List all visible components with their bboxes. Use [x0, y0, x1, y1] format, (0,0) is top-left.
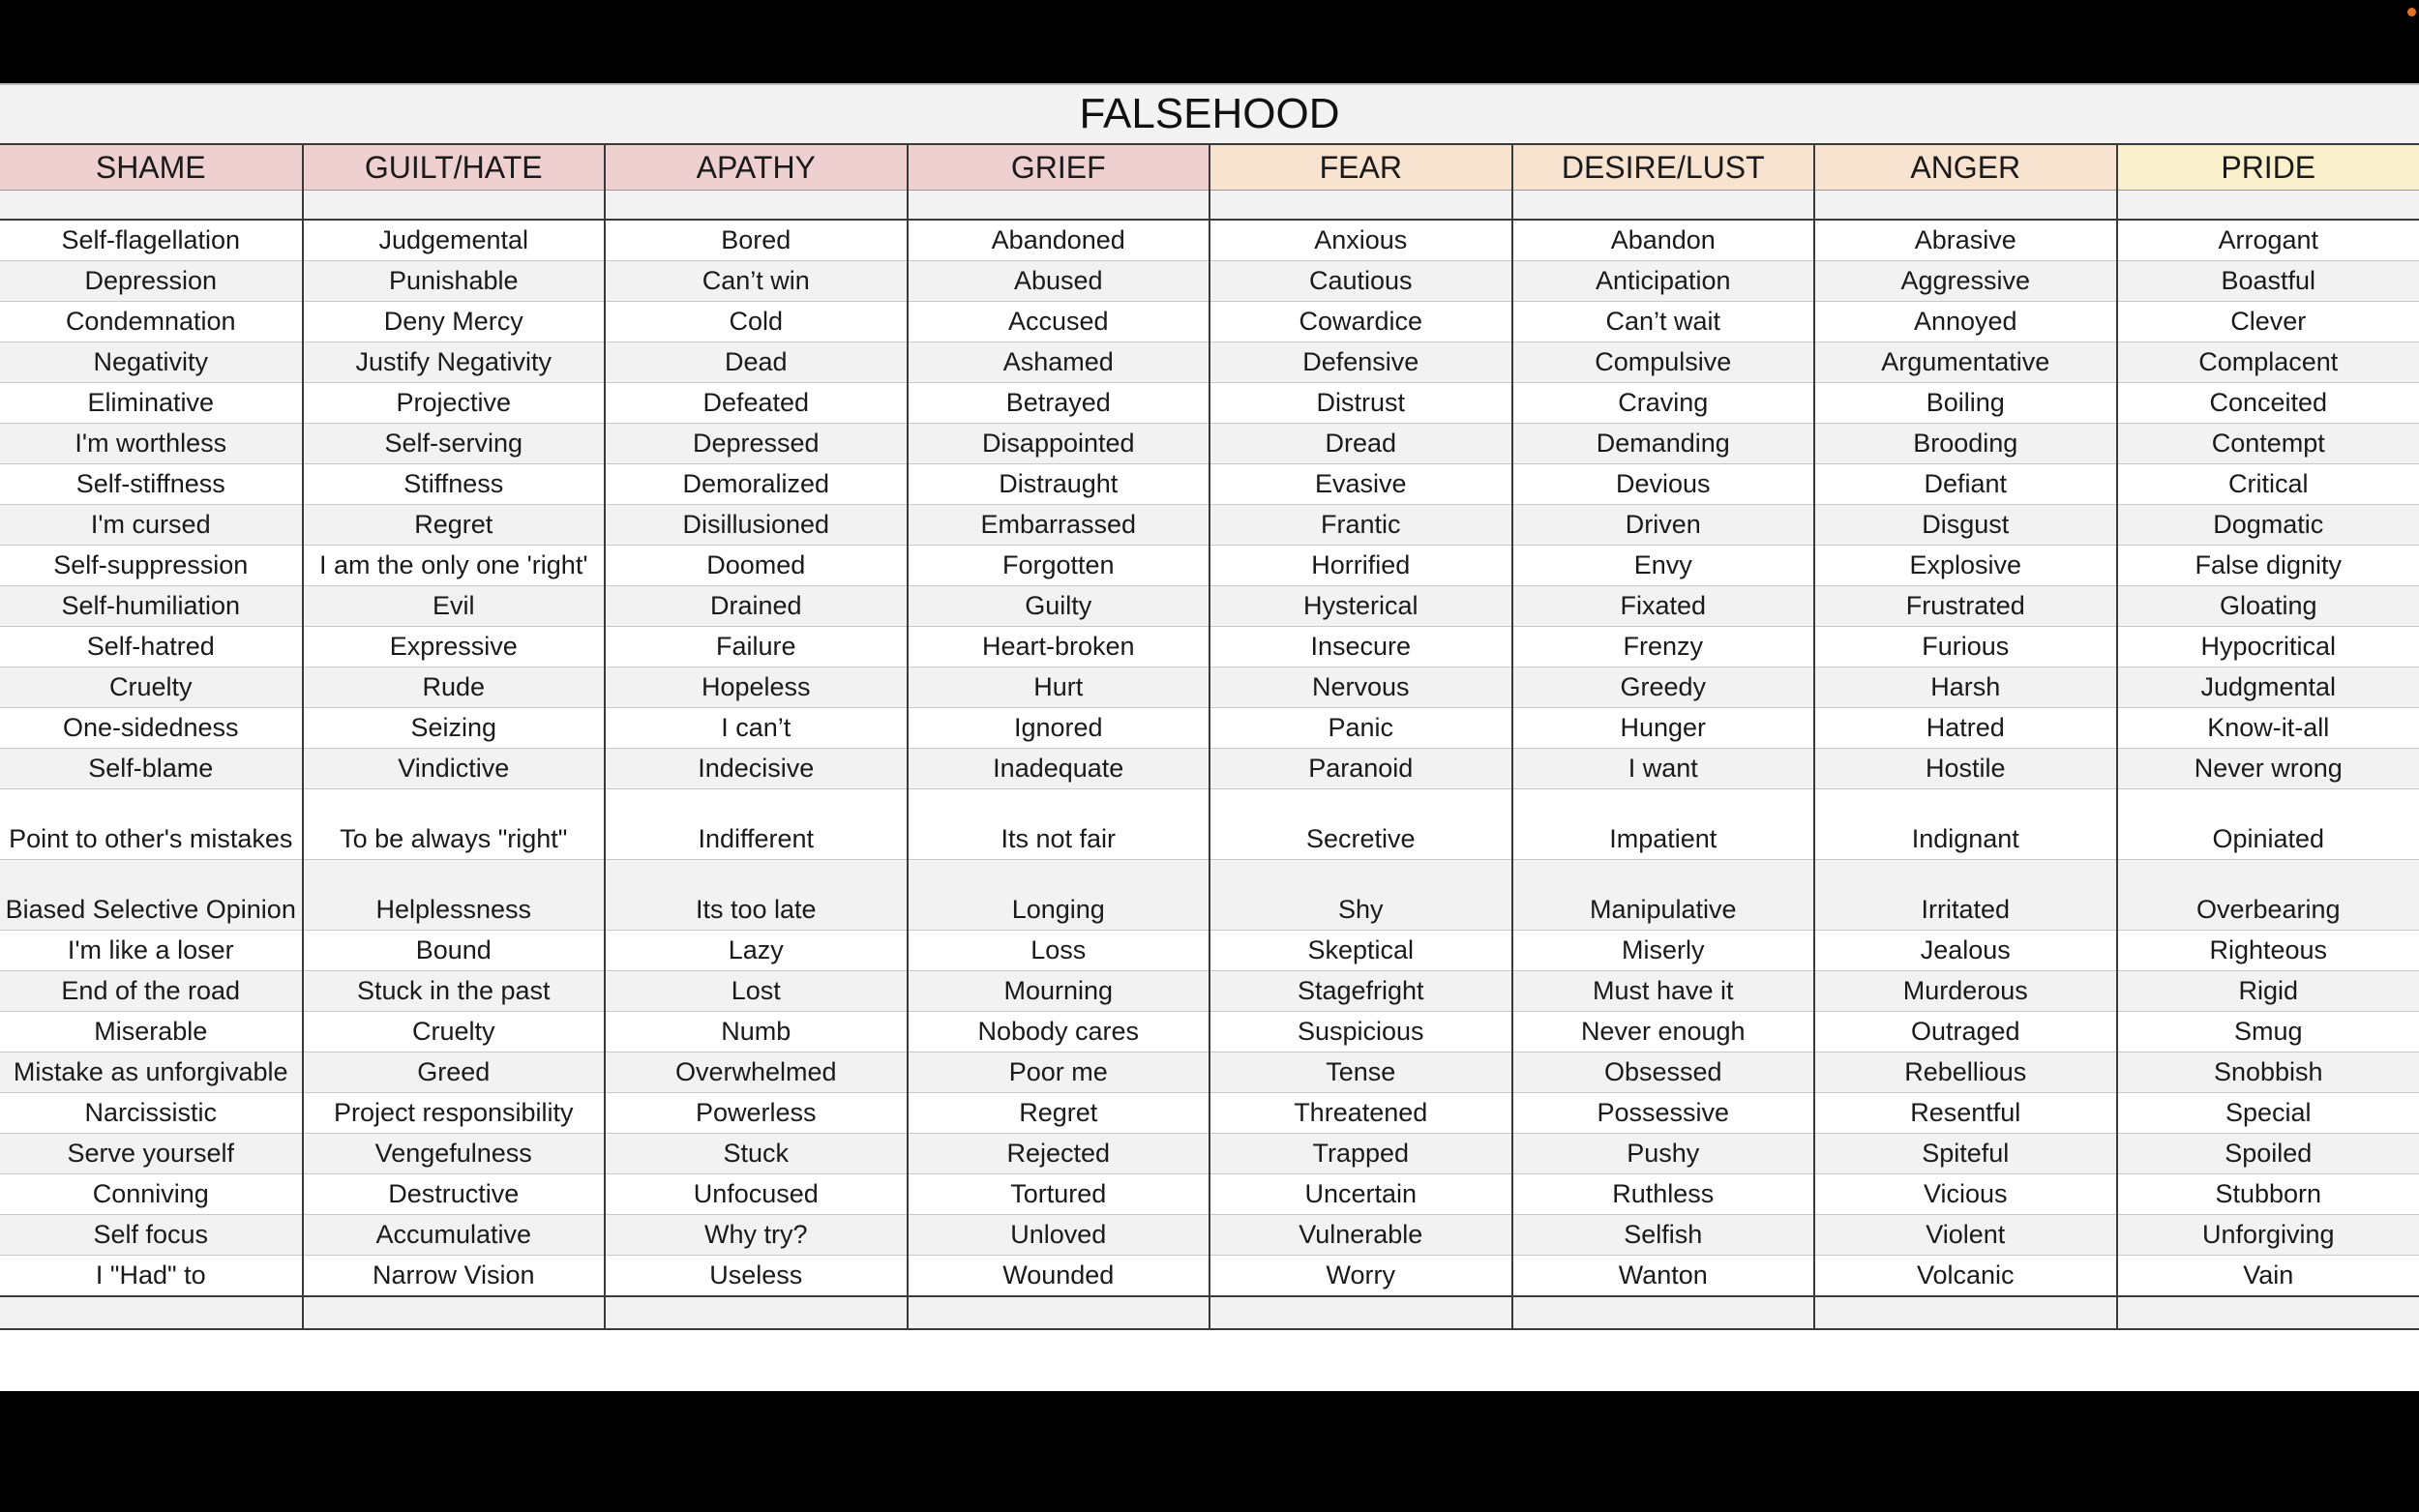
- table-cell[interactable]: Furious: [1814, 627, 2117, 667]
- table-cell[interactable]: Wounded: [908, 1256, 1210, 1297]
- table-cell[interactable]: Indifferent: [605, 789, 908, 860]
- table-cell[interactable]: Projective: [303, 383, 606, 424]
- table-cell[interactable]: Eliminative: [0, 383, 303, 424]
- table-row: [0, 1215, 2419, 1256]
- emotions-table: [0, 145, 2419, 1330]
- table-cell[interactable]: Evasive: [1210, 464, 1512, 505]
- table-cell[interactable]: Self-stiffness: [0, 464, 303, 505]
- table-row: [0, 789, 2419, 860]
- table-cell[interactable]: Shy: [1210, 860, 1512, 931]
- column-header-pride[interactable]: PRIDE: [2117, 145, 2419, 191]
- table-cell[interactable]: Brooding: [1814, 424, 2117, 464]
- table-cell[interactable]: Unfocused: [605, 1174, 908, 1215]
- table-cell[interactable]: Bored: [605, 220, 908, 261]
- table-cell[interactable]: Rejected: [908, 1134, 1210, 1174]
- empty-cell[interactable]: [605, 191, 908, 221]
- table-cell[interactable]: I can’t: [605, 708, 908, 749]
- table-cell[interactable]: Abrasive: [1814, 220, 2117, 261]
- table-cell[interactable]: Nervous: [1210, 667, 1512, 708]
- table-cell[interactable]: Know-it-all: [2117, 708, 2419, 749]
- table-row: [0, 342, 2419, 383]
- table-row: [0, 1052, 2419, 1093]
- table-row: [0, 749, 2419, 789]
- table-cell[interactable]: Hopeless: [605, 667, 908, 708]
- table-cell[interactable]: Frustrated: [1814, 586, 2117, 627]
- table-cell[interactable]: Frenzy: [1512, 627, 1815, 667]
- table-cell[interactable]: Doomed: [605, 546, 908, 586]
- table-cell[interactable]: Self-hatred: [0, 627, 303, 667]
- table-cell[interactable]: Insecure: [1210, 627, 1512, 667]
- table-row: [0, 1012, 2419, 1052]
- table-cell[interactable]: Longing: [908, 860, 1210, 931]
- table-cell[interactable]: Depression: [0, 261, 303, 302]
- empty-cell[interactable]: [908, 1296, 1210, 1329]
- table-cell[interactable]: Defiant: [1814, 464, 2117, 505]
- table-cell[interactable]: Horrified: [1210, 546, 1512, 586]
- table-cell[interactable]: Loss: [908, 931, 1210, 971]
- bottom-black-bar: [0, 1391, 2419, 1512]
- table-cell[interactable]: Abandoned: [908, 220, 1210, 261]
- table-row: [0, 1134, 2419, 1174]
- table-cell[interactable]: Vulnerable: [1210, 1215, 1512, 1256]
- table-cell[interactable]: Anticipation: [1512, 261, 1815, 302]
- table-cell[interactable]: Disappointed: [908, 424, 1210, 464]
- table-cell[interactable]: Can’t win: [605, 261, 908, 302]
- table-row: [0, 971, 2419, 1012]
- table-cell[interactable]: Craving: [1512, 383, 1815, 424]
- table-cell[interactable]: Ignored: [908, 708, 1210, 749]
- table-cell[interactable]: Accumulative: [303, 1215, 606, 1256]
- table-cell[interactable]: Judgmental: [2117, 667, 2419, 708]
- table-cell[interactable]: I'm like a loser: [0, 931, 303, 971]
- table-cell[interactable]: Outraged: [1814, 1012, 2117, 1052]
- table-row: [0, 302, 2419, 342]
- table-cell[interactable]: Evil: [303, 586, 606, 627]
- empty-cell[interactable]: [1210, 191, 1512, 221]
- spreadsheet: [0, 83, 2419, 1391]
- table-cell[interactable]: Expressive: [303, 627, 606, 667]
- table-cell[interactable]: False dignity: [2117, 546, 2419, 586]
- table-cell[interactable]: One-sidedness: [0, 708, 303, 749]
- empty-cell[interactable]: [303, 1296, 606, 1329]
- table-cell[interactable]: Rebellious: [1814, 1052, 2117, 1093]
- table-cell[interactable]: Cautious: [1210, 261, 1512, 302]
- table-cell[interactable]: Hysterical: [1210, 586, 1512, 627]
- table-row: [0, 860, 2419, 931]
- spacer-row-top: [0, 191, 2419, 221]
- table-cell[interactable]: Self-suppression: [0, 546, 303, 586]
- table-row: [0, 627, 2419, 667]
- table-body: [0, 191, 2419, 1330]
- table-cell[interactable]: Demoralized: [605, 464, 908, 505]
- table-cell[interactable]: Gloating: [2117, 586, 2419, 627]
- table-cell[interactable]: Defeated: [605, 383, 908, 424]
- table-cell[interactable]: Destructive: [303, 1174, 606, 1215]
- table-row: [0, 505, 2419, 546]
- table-cell[interactable]: Greedy: [1512, 667, 1815, 708]
- table-cell[interactable]: Self-flagellation: [0, 220, 303, 261]
- table-cell[interactable]: Drained: [605, 586, 908, 627]
- column-header-guilt-hate[interactable]: GUILT/HATE: [303, 145, 606, 191]
- table-cell[interactable]: Spoiled: [2117, 1134, 2419, 1174]
- table-cell[interactable]: I am the only one 'right': [303, 546, 606, 586]
- table-cell[interactable]: Lazy: [605, 931, 908, 971]
- table-row: [0, 708, 2419, 749]
- empty-cell[interactable]: [1512, 191, 1815, 221]
- table-cell[interactable]: Driven: [1512, 505, 1815, 546]
- table-cell[interactable]: Vicious: [1814, 1174, 2117, 1215]
- table-row: [0, 1256, 2419, 1297]
- table-cell[interactable]: Self-blame: [0, 749, 303, 789]
- table-row: [0, 586, 2419, 627]
- table-cell[interactable]: Stuck in the past: [303, 971, 606, 1012]
- table-cell[interactable]: Heart-broken: [908, 627, 1210, 667]
- table-cell[interactable]: Dread: [1210, 424, 1512, 464]
- table-row: [0, 220, 2419, 261]
- table-cell[interactable]: Hatred: [1814, 708, 2117, 749]
- table-cell[interactable]: Distraught: [908, 464, 1210, 505]
- table-cell[interactable]: Opiniated: [2117, 789, 2419, 860]
- column-header-apathy[interactable]: APATHY: [605, 145, 908, 191]
- table-cell[interactable]: Distrust: [1210, 383, 1512, 424]
- table-cell[interactable]: Dead: [605, 342, 908, 383]
- column-header-anger[interactable]: ANGER: [1814, 145, 2117, 191]
- table-row: [0, 261, 2419, 302]
- table-cell[interactable]: Must have it: [1512, 971, 1815, 1012]
- table-row: [0, 546, 2419, 586]
- table-cell[interactable]: Righteous: [2117, 931, 2419, 971]
- table-cell[interactable]: Depressed: [605, 424, 908, 464]
- empty-cell[interactable]: [1814, 1296, 2117, 1329]
- table-cell[interactable]: Regret: [908, 1093, 1210, 1134]
- table-cell[interactable]: Negativity: [0, 342, 303, 383]
- table-cell[interactable]: End of the road: [0, 971, 303, 1012]
- table-cell[interactable]: Mistake as unforgivable: [0, 1052, 303, 1093]
- table-cell[interactable]: Hunger: [1512, 708, 1815, 749]
- table-cell[interactable]: Serve yourself: [0, 1134, 303, 1174]
- table-cell[interactable]: Vindictive: [303, 749, 606, 789]
- table-cell[interactable]: Anxious: [1210, 220, 1512, 261]
- table-cell[interactable]: Its not fair: [908, 789, 1210, 860]
- table-cell[interactable]: Self-serving: [303, 424, 606, 464]
- table-cell[interactable]: Secretive: [1210, 789, 1512, 860]
- table-row: [0, 424, 2419, 464]
- table-cell[interactable]: Mourning: [908, 971, 1210, 1012]
- table-cell[interactable]: Demanding: [1512, 424, 1815, 464]
- table-cell[interactable]: Abused: [908, 261, 1210, 302]
- table-cell[interactable]: Selfish: [1512, 1215, 1815, 1256]
- empty-cell[interactable]: [908, 191, 1210, 221]
- column-header-grief[interactable]: GRIEF: [908, 145, 1210, 191]
- table-cell[interactable]: To be always "right": [303, 789, 606, 860]
- table-cell[interactable]: Murderous: [1814, 971, 2117, 1012]
- table-cell[interactable]: Argumentative: [1814, 342, 2117, 383]
- table-row: [0, 667, 2419, 708]
- table-cell[interactable]: Irritated: [1814, 860, 2117, 931]
- table-cell[interactable]: Resentful: [1814, 1093, 2117, 1134]
- table-cell[interactable]: Hypocritical: [2117, 627, 2419, 667]
- table-cell[interactable]: Seizing: [303, 708, 606, 749]
- column-header-desire-lust[interactable]: DESIRE/LUST: [1512, 145, 1815, 191]
- table-cell[interactable]: I want: [1512, 749, 1815, 789]
- table-cell[interactable]: Vengefulness: [303, 1134, 606, 1174]
- table-cell[interactable]: Miserable: [0, 1012, 303, 1052]
- table-cell[interactable]: Cowardice: [1210, 302, 1512, 342]
- table-cell[interactable]: Rude: [303, 667, 606, 708]
- table-cell[interactable]: Envy: [1512, 546, 1815, 586]
- table-cell[interactable]: Special: [2117, 1093, 2419, 1134]
- table-cell[interactable]: Fixated: [1512, 586, 1815, 627]
- table-cell[interactable]: Devious: [1512, 464, 1815, 505]
- table-cell[interactable]: Ruthless: [1512, 1174, 1815, 1215]
- table-cell[interactable]: Ashamed: [908, 342, 1210, 383]
- table-cell[interactable]: Stagefright: [1210, 971, 1512, 1012]
- table-cell[interactable]: Worry: [1210, 1256, 1512, 1297]
- table-cell[interactable]: Self-humiliation: [0, 586, 303, 627]
- table-cell[interactable]: Suspicious: [1210, 1012, 1512, 1052]
- table-cell[interactable]: Unforgiving: [2117, 1215, 2419, 1256]
- table-cell[interactable]: Numb: [605, 1012, 908, 1052]
- table-row: [0, 931, 2419, 971]
- table-cell[interactable]: Dogmatic: [2117, 505, 2419, 546]
- table-cell[interactable]: Volcanic: [1814, 1256, 2117, 1297]
- table-cell[interactable]: Contempt: [2117, 424, 2419, 464]
- table-cell[interactable]: Hurt: [908, 667, 1210, 708]
- sheet-title: FALSEHOOD: [0, 85, 2419, 145]
- table-row: [0, 1093, 2419, 1134]
- table-cell[interactable]: Explosive: [1814, 546, 2117, 586]
- table-cell[interactable]: Greed: [303, 1052, 606, 1093]
- table-cell[interactable]: Miserly: [1512, 931, 1815, 971]
- table-cell[interactable]: Tense: [1210, 1052, 1512, 1093]
- column-header-fear[interactable]: FEAR: [1210, 145, 1512, 191]
- table-cell[interactable]: Powerless: [605, 1093, 908, 1134]
- empty-cell[interactable]: [605, 1296, 908, 1329]
- table-cell[interactable]: Boastful: [2117, 261, 2419, 302]
- table-cell[interactable]: Critical: [2117, 464, 2419, 505]
- table-cell[interactable]: Never wrong: [2117, 749, 2419, 789]
- table-cell[interactable]: Useless: [605, 1256, 908, 1297]
- table-cell[interactable]: Bound: [303, 931, 606, 971]
- table-cell[interactable]: Justify Negativity: [303, 342, 606, 383]
- table-cell[interactable]: Cold: [605, 302, 908, 342]
- table-cell[interactable]: Embarrassed: [908, 505, 1210, 546]
- table-cell[interactable]: Never enough: [1512, 1012, 1815, 1052]
- table-cell[interactable]: Defensive: [1210, 342, 1512, 383]
- table-cell[interactable]: Pushy: [1512, 1134, 1815, 1174]
- table-cell[interactable]: Possessive: [1512, 1093, 1815, 1134]
- table-cell[interactable]: Cruelty: [0, 667, 303, 708]
- table-cell[interactable]: Clever: [2117, 302, 2419, 342]
- table-cell[interactable]: Conniving: [0, 1174, 303, 1215]
- table-cell[interactable]: Smug: [2117, 1012, 2419, 1052]
- table-cell[interactable]: Disillusioned: [605, 505, 908, 546]
- table-cell[interactable]: Obsessed: [1512, 1052, 1815, 1093]
- table-cell[interactable]: Hostile: [1814, 749, 2117, 789]
- table-cell[interactable]: Poor me: [908, 1052, 1210, 1093]
- table-cell[interactable]: Skeptical: [1210, 931, 1512, 971]
- table-cell[interactable]: Impatient: [1512, 789, 1815, 860]
- empty-cell[interactable]: [1512, 1296, 1815, 1329]
- table-cell[interactable]: Self focus: [0, 1215, 303, 1256]
- table-cell[interactable]: Project responsibility: [303, 1093, 606, 1134]
- table-cell[interactable]: Wanton: [1512, 1256, 1815, 1297]
- table-cell[interactable]: Conceited: [2117, 383, 2419, 424]
- table-row: [0, 464, 2419, 505]
- column-header-row: [0, 145, 2419, 191]
- table-cell[interactable]: Narcissistic: [0, 1093, 303, 1134]
- table-cell[interactable]: Paranoid: [1210, 749, 1512, 789]
- table-cell[interactable]: Abandon: [1512, 220, 1815, 261]
- spacer-row-bottom: [0, 1296, 2419, 1329]
- table-cell[interactable]: Rigid: [2117, 971, 2419, 1012]
- column-header-shame[interactable]: SHAME: [0, 145, 303, 191]
- table-cell[interactable]: Cruelty: [303, 1012, 606, 1052]
- table-cell[interactable]: Accused: [908, 302, 1210, 342]
- table-cell[interactable]: Panic: [1210, 708, 1512, 749]
- table-cell[interactable]: Stubborn: [2117, 1174, 2419, 1215]
- table-cell[interactable]: Biased Selective Opinion: [0, 860, 303, 931]
- table-cell[interactable]: Stuck: [605, 1134, 908, 1174]
- table-cell[interactable]: Snobbish: [2117, 1052, 2419, 1093]
- table-cell[interactable]: Why try?: [605, 1215, 908, 1256]
- table-cell[interactable]: Harsh: [1814, 667, 2117, 708]
- table-cell[interactable]: Vain: [2117, 1256, 2419, 1297]
- table-cell[interactable]: Disgust: [1814, 505, 2117, 546]
- table-cell[interactable]: Jealous: [1814, 931, 2117, 971]
- table-cell[interactable]: Indignant: [1814, 789, 2117, 860]
- table-cell[interactable]: Overbearing: [2117, 860, 2419, 931]
- table-cell[interactable]: Violent: [1814, 1215, 2117, 1256]
- table-cell[interactable]: I'm worthless: [0, 424, 303, 464]
- table-cell[interactable]: Guilty: [908, 586, 1210, 627]
- table-cell[interactable]: I'm cursed: [0, 505, 303, 546]
- table-cell[interactable]: Compulsive: [1512, 342, 1815, 383]
- table-cell[interactable]: Uncertain: [1210, 1174, 1512, 1215]
- table-cell[interactable]: Overwhelmed: [605, 1052, 908, 1093]
- table-cell[interactable]: Aggressive: [1814, 261, 2117, 302]
- table-cell[interactable]: Deny Mercy: [303, 302, 606, 342]
- table-cell[interactable]: Inadequate: [908, 749, 1210, 789]
- table-cell[interactable]: Betrayed: [908, 383, 1210, 424]
- empty-cell[interactable]: [0, 191, 303, 221]
- table-row: [0, 1174, 2419, 1215]
- recording-indicator-icon: [2407, 8, 2416, 16]
- empty-cell[interactable]: [1814, 191, 2117, 221]
- table-cell[interactable]: Tortured: [908, 1174, 1210, 1215]
- table-cell[interactable]: Point to other's mistakes: [0, 789, 303, 860]
- table-cell[interactable]: Nobody cares: [908, 1012, 1210, 1052]
- table-cell[interactable]: Forgotten: [908, 546, 1210, 586]
- table-cell[interactable]: Can’t wait: [1512, 302, 1815, 342]
- table-cell[interactable]: Threatened: [1210, 1093, 1512, 1134]
- table-cell[interactable]: Judgemental: [303, 220, 606, 261]
- table-cell[interactable]: Its too late: [605, 860, 908, 931]
- table-cell[interactable]: Helplessness: [303, 860, 606, 931]
- table-cell[interactable]: Complacent: [2117, 342, 2419, 383]
- table-cell[interactable]: Manipulative: [1512, 860, 1815, 931]
- table-cell[interactable]: Punishable: [303, 261, 606, 302]
- table-cell[interactable]: I "Had" to: [0, 1256, 303, 1297]
- table-cell[interactable]: Lost: [605, 971, 908, 1012]
- table-row: [0, 383, 2419, 424]
- table-cell[interactable]: Frantic: [1210, 505, 1512, 546]
- table-cell[interactable]: Trapped: [1210, 1134, 1512, 1174]
- table-cell[interactable]: Regret: [303, 505, 606, 546]
- table-cell[interactable]: Condemnation: [0, 302, 303, 342]
- top-black-bar: [0, 0, 2419, 83]
- table-cell[interactable]: Indecisive: [605, 749, 908, 789]
- empty-cell[interactable]: [303, 191, 606, 221]
- empty-cell[interactable]: [1210, 1296, 1512, 1329]
- table-cell[interactable]: Spiteful: [1814, 1134, 2117, 1174]
- table-cell[interactable]: Annoyed: [1814, 302, 2117, 342]
- empty-cell[interactable]: [2117, 1296, 2419, 1329]
- table-cell[interactable]: Stiffness: [303, 464, 606, 505]
- table-cell[interactable]: Unloved: [908, 1215, 1210, 1256]
- table-cell[interactable]: Boiling: [1814, 383, 2117, 424]
- table-cell[interactable]: Narrow Vision: [303, 1256, 606, 1297]
- table-cell[interactable]: Arrogant: [2117, 220, 2419, 261]
- table-cell[interactable]: Failure: [605, 627, 908, 667]
- empty-cell[interactable]: [2117, 191, 2419, 221]
- empty-cell[interactable]: [0, 1296, 303, 1329]
